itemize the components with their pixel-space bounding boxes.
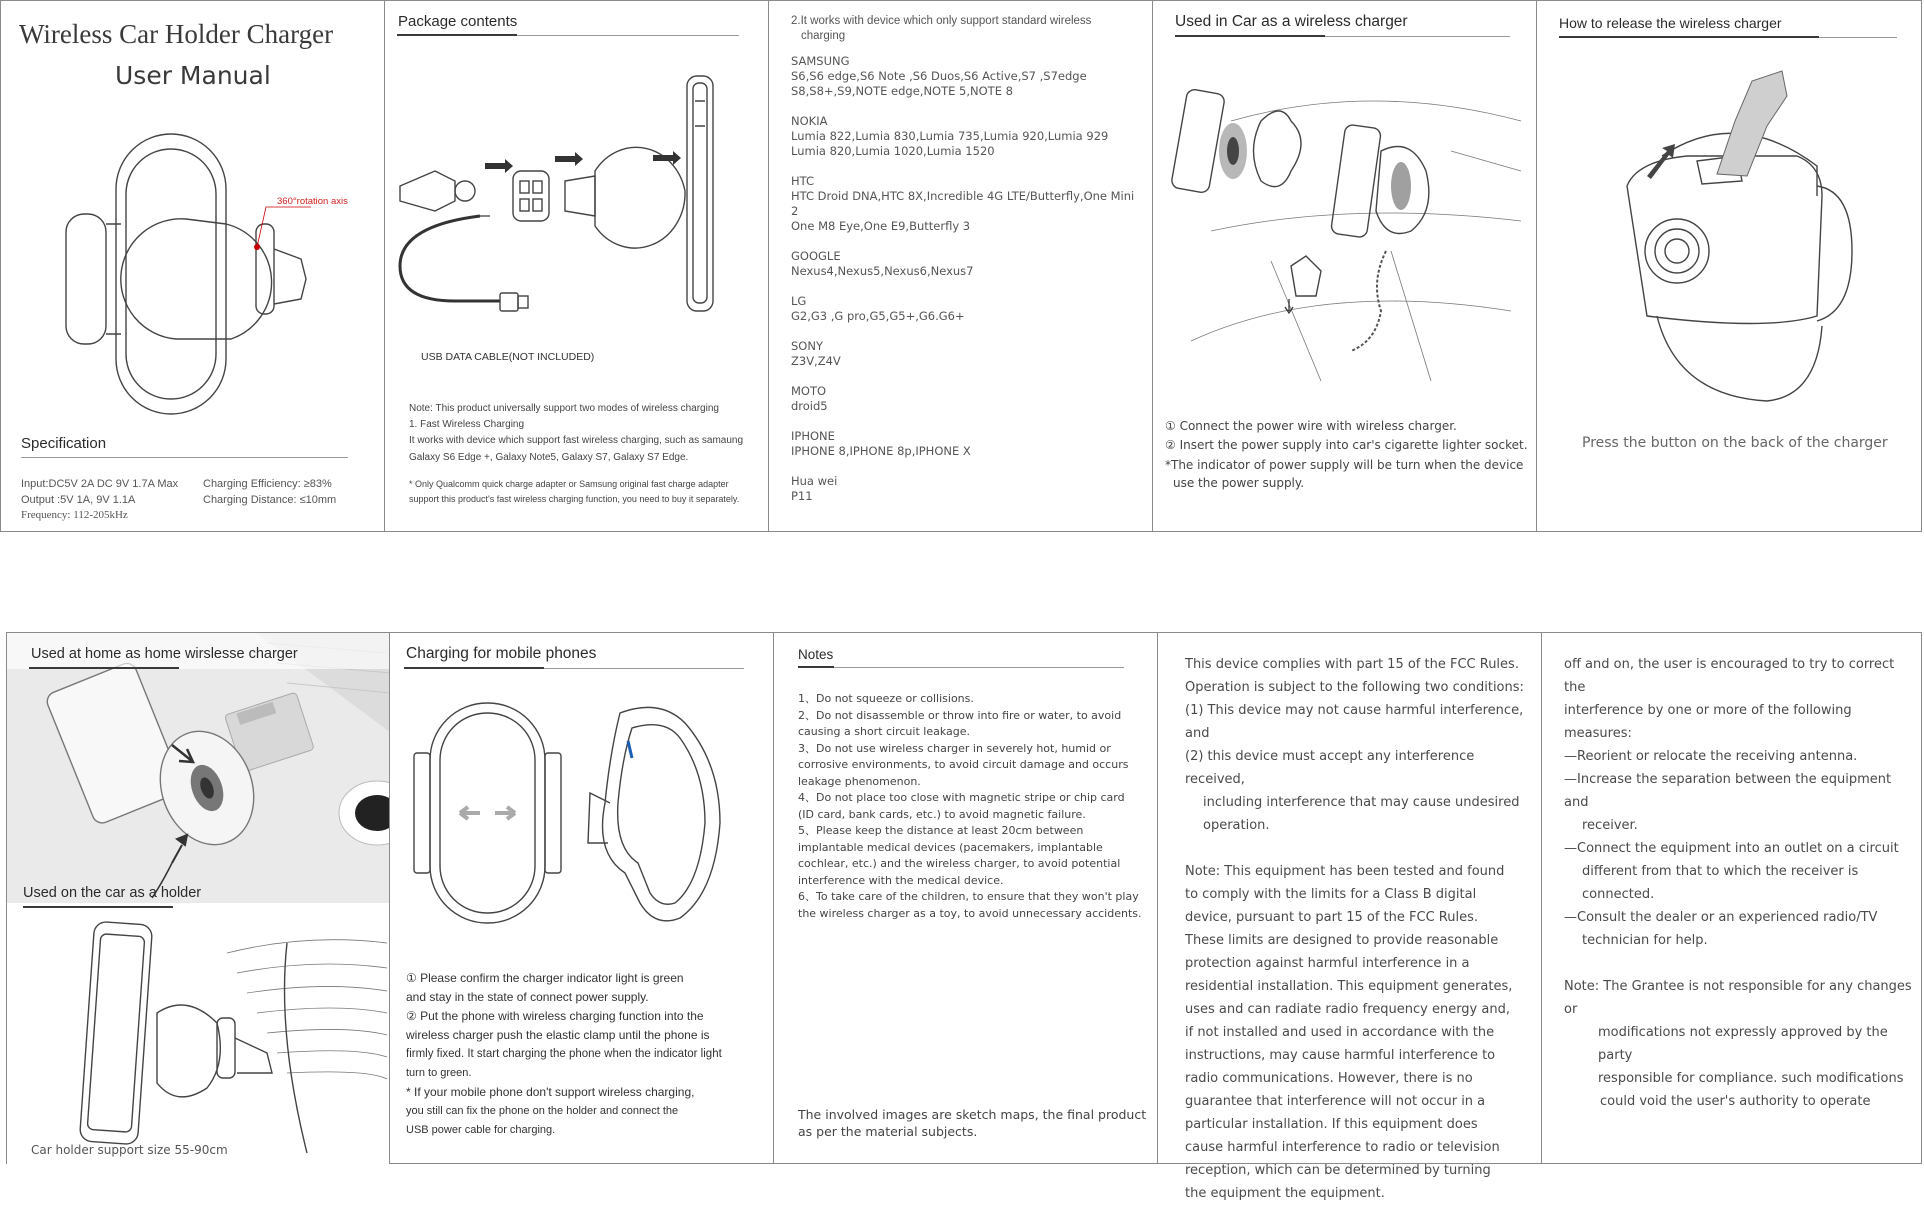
brand-models: IPHONE 8,IPHONE 8p,IPHONE X (791, 444, 971, 458)
release-underline (1819, 37, 1897, 38)
note-item: 2、Do not disassemble or throw into fire or water, to avoid causing a short circuit leakage. (798, 708, 1122, 738)
fcc-note: Note: This equipment has been tested and found to comply with the limits for a Class B digital device, pursuant to part 15 of the FCC Rules. These limits are designed to provide reasonable protection against harmful interference in a residential installation. This equipment generates, uses and can radiate radio frequency energy and, if not installed and used in accordance with the instructions, may cause harmful interference to radio communications. However, there is no guarantee that interference will not occur in a particular installation. If this equipment does cause harmful interference to radio or television reception, which can be determined by turning the equipment the equipment. (1185, 864, 1513, 1201)
car-holder-phone-illustration (77, 913, 387, 1153)
panel-car-use (1152, 0, 1537, 532)
panel-compatibility (768, 0, 1153, 532)
panel-home-use (6, 632, 390, 1164)
charging-note2: you still can fix the phone on the holder and connect the (406, 1105, 679, 1117)
release-underline-bold (1559, 36, 1819, 38)
brand-models: HTC Droid DNA,HTC 8X,Incredible 4G LTE/Butterfly,One Mini 2 (791, 189, 1135, 218)
car-dashboard-illustration (1171, 81, 1521, 381)
charging-note1: * If your mobile phone don't support wireless charging, (406, 1085, 695, 1099)
package-note-line3: It works with device which support fast wireless charging, such as samaung (409, 435, 744, 446)
charging-step2b: wireless charger push the elastic clamp until the phone is (406, 1028, 710, 1042)
fcc-line: interference by one or more of the following measures: (1564, 703, 1852, 741)
brand-group (791, 429, 1141, 459)
fcc-measure: —Increase the separation between the equipment and (1564, 772, 1892, 810)
fcc-grantee: responsible for compliance. such modifications (1598, 1071, 1904, 1086)
car-use-step1: ① Connect the power wire with wireless charger. (1165, 419, 1457, 433)
package-heading: Package contents (398, 13, 518, 30)
spec-frequency: Frequency: 112-205kHz (21, 509, 128, 521)
brand-name: IPHONE (791, 429, 835, 443)
brand-group (791, 174, 1141, 234)
package-footnote2: support this product's fast wireless charging function, you need to buy it separately. (409, 494, 740, 504)
fcc-line: off and on, the user is encouraged to try to correct the (1564, 657, 1895, 695)
brand-name: Hua wei (791, 474, 838, 488)
panel-cover (0, 0, 385, 532)
panel-release (1536, 0, 1922, 532)
fcc-line: (1) This device may not cause harmful interference, and (1185, 703, 1524, 741)
fcc-text-2 (1564, 653, 1914, 1113)
home-underline-bold (29, 667, 179, 669)
panel-charging (389, 632, 774, 1164)
charging-note3: USB power cable for charging. (406, 1124, 556, 1136)
fcc-measure: different from that to which the receiver is connected. (1582, 864, 1859, 902)
charger-front-side-illustration (410, 693, 760, 933)
fcc-measure: —Consult the dealer or an experienced radio/TV (1564, 910, 1878, 925)
rotation-axis-label: 360°rotation axis (277, 196, 348, 207)
brand-models: P11 (791, 489, 813, 503)
car-use-note2: use the power supply. (1173, 476, 1305, 490)
panel-fcc-2 (1541, 632, 1922, 1164)
package-underline-bold (397, 34, 517, 36)
spec-output: Output :5V 1A, 9V 1.1A (21, 494, 136, 506)
compat-intro-line2: charging (801, 30, 846, 42)
notes-underline (834, 667, 1124, 668)
spec-heading: Specification (21, 435, 107, 452)
brand-models: G2,G3 ,G pro,G5,G5+,G6.G6+ (791, 309, 965, 323)
desk-scene-illustration (7, 633, 391, 903)
package-note-line2: 1. Fast Wireless Charging (409, 419, 525, 430)
brand-models: Lumia 820,Lumia 1020,Lumia 1520 (791, 144, 995, 158)
charging-underline (544, 668, 744, 669)
charging-step2d: turn to green. (406, 1067, 472, 1079)
notes-underline-bold (798, 666, 834, 668)
package-footnote1: * Only Qualcomm quick charge adapter or Samsung original fast charge adapter (409, 479, 729, 489)
panel-fcc-1 (1157, 632, 1542, 1201)
release-button-illustration (1617, 66, 1857, 416)
brand-models: S8,S8+,S9,NOTE edge,NOTE 5,NOTE 8 (791, 84, 1013, 98)
fcc-line: (2) this device must accept any interference received, (1185, 749, 1475, 787)
note-item: 6、To take care of the children, to ensure that they won't play the wireless charger as a toy, to avoid unnecessary accidents. (798, 890, 1142, 920)
compat-intro-line1: 2.It works with device which only support standard wireless (791, 15, 1092, 27)
brand-group (791, 54, 1141, 99)
fcc-line: operation. (1203, 818, 1270, 833)
car-holder-heading: Used on the car as a holder (23, 885, 202, 901)
car-holder-illustration (61, 129, 321, 419)
spec-efficiency: Charging Efficiency: ≥83% (203, 478, 332, 490)
brand-name: HTC (791, 174, 815, 188)
notes-footer1: The involved images are sketch maps, the final product (798, 1107, 1147, 1122)
notes-footer2: as per the material subjects. (798, 1124, 978, 1139)
car-holder-underline (23, 906, 173, 908)
home-use-heading: Used at home as home wirslesse charger (31, 646, 298, 662)
charging-step1b: and stay in the state of connect power supply. (406, 990, 649, 1004)
spec-divider (21, 457, 348, 458)
brand-group (791, 384, 1141, 414)
brand-name: MOTO (791, 384, 827, 398)
car-use-note1: *The indicator of power supply will be turn when the device (1165, 458, 1524, 472)
fcc-text-1 (1185, 653, 1530, 1205)
package-note-line1: Note: This product universally support two modes of wireless charging (409, 403, 719, 414)
charging-underline-bold (404, 667, 544, 669)
brand-name: GOOGLE (791, 249, 841, 263)
fcc-measure: technician for help. (1582, 933, 1708, 948)
fcc-line: This device complies with part 15 of the FCC Rules. (1185, 657, 1519, 672)
fcc-line: Operation is subject to the following two conditions: (1185, 680, 1524, 695)
spec-input: Input:DC5V 2A DC 9V 1.7A Max (21, 478, 179, 490)
brand-group (791, 294, 1141, 324)
brand-group (791, 339, 1141, 369)
fcc-measure: —Connect the equipment into an outlet on a circuit (1564, 841, 1899, 856)
note-item: 3、Do not use wireless charger in severely hot, humid or corrosive environments, to avoid circuit damage and occurs leakage phenomenon. (798, 741, 1129, 788)
notes-list (798, 691, 1143, 922)
brand-group (791, 114, 1141, 159)
manual-subtitle: User Manual (115, 61, 271, 90)
release-caption: Press the button on the back of the charger (1582, 435, 1888, 451)
cable-label: USB DATA CABLE(NOT INCLUDED) (421, 351, 595, 363)
brand-group (791, 249, 1141, 279)
release-heading: How to release the wireless charger (1559, 15, 1782, 31)
car-use-step2: ② Insert the power supply into car's cigarette lighter socket. (1165, 438, 1528, 452)
fcc-grantee: Note: The Grantee is not responsible for any changes or (1564, 979, 1912, 1017)
car-use-underline (1325, 36, 1510, 37)
notes-heading: Notes (798, 647, 834, 662)
package-note-line4: Galaxy S6 Edge +, Galaxy Note5, Galaxy S7, Galaxy S7 Edge. (409, 452, 689, 463)
charging-step2a: ② Put the phone with wireless charging function into the (406, 1009, 704, 1023)
brand-models: droid5 (791, 399, 828, 413)
brand-name: NOKIA (791, 114, 828, 128)
car-use-heading: Used in Car as a wireless charger (1175, 13, 1408, 30)
brand-models: Z3V,Z4V (791, 354, 841, 368)
package-underline (517, 35, 739, 36)
fcc-measure: receiver. (1582, 818, 1638, 833)
manual-title: Wireless Car Holder Charger (19, 19, 334, 49)
brand-models: Nexus4,Nexus5,Nexus6,Nexus7 (791, 264, 974, 278)
charging-step1a: ① Please confirm the charger indicator light is green (406, 971, 684, 985)
car-use-underline-bold (1175, 35, 1325, 37)
charging-step2c: firmly fixed. It start charging the phone when the indicator light (406, 1048, 722, 1060)
brand-models: S6,S6 edge,S6 Note ,S6 Duos,S6 Active,S7 ,S7edge (791, 69, 1087, 83)
brand-models: Lumia 822,Lumia 830,Lumia 735,Lumia 920,Lumia 929 (791, 129, 1109, 143)
brand-list (791, 54, 1141, 519)
panel-package (384, 0, 769, 532)
package-parts-illustration (395, 71, 755, 341)
spec-distance: Charging Distance: ≤10mm (203, 494, 337, 506)
fcc-grantee: modifications not expressly approved by the party (1598, 1025, 1888, 1063)
brand-group (791, 474, 1141, 504)
brand-models: One M8 Eye,One E9,Butterfly 3 (791, 219, 971, 233)
note-item: 4、Do not place too close with magnetic stripe or chip card (ID card, bank cards, etc.) to avoid magnetic failure. (798, 791, 1125, 821)
brand-name: SAMSUNG (791, 54, 850, 68)
note-item: 1、Do not squeeze or collisions. (798, 692, 974, 705)
charging-heading: Charging for mobile phones (406, 645, 597, 662)
fcc-measure: —Reorient or relocate the receiving antenna. (1564, 749, 1858, 764)
fcc-grantee: could void the user's authority to operate (1600, 1094, 1871, 1109)
brand-name: SONY (791, 339, 823, 353)
note-item: 5、Please keep the distance at least 20cm between implantable medical devices (pacemakers, implantable cochlear, etc.) and the wireless charger, to avoid potential interference with the medical device. (798, 824, 1121, 887)
panel-notes (773, 632, 1158, 1164)
car-holder-caption: Car holder support size 55-90cm (31, 1143, 228, 1157)
fcc-line: including interference that may cause undesired (1203, 795, 1520, 810)
brand-name: LG (791, 294, 807, 308)
